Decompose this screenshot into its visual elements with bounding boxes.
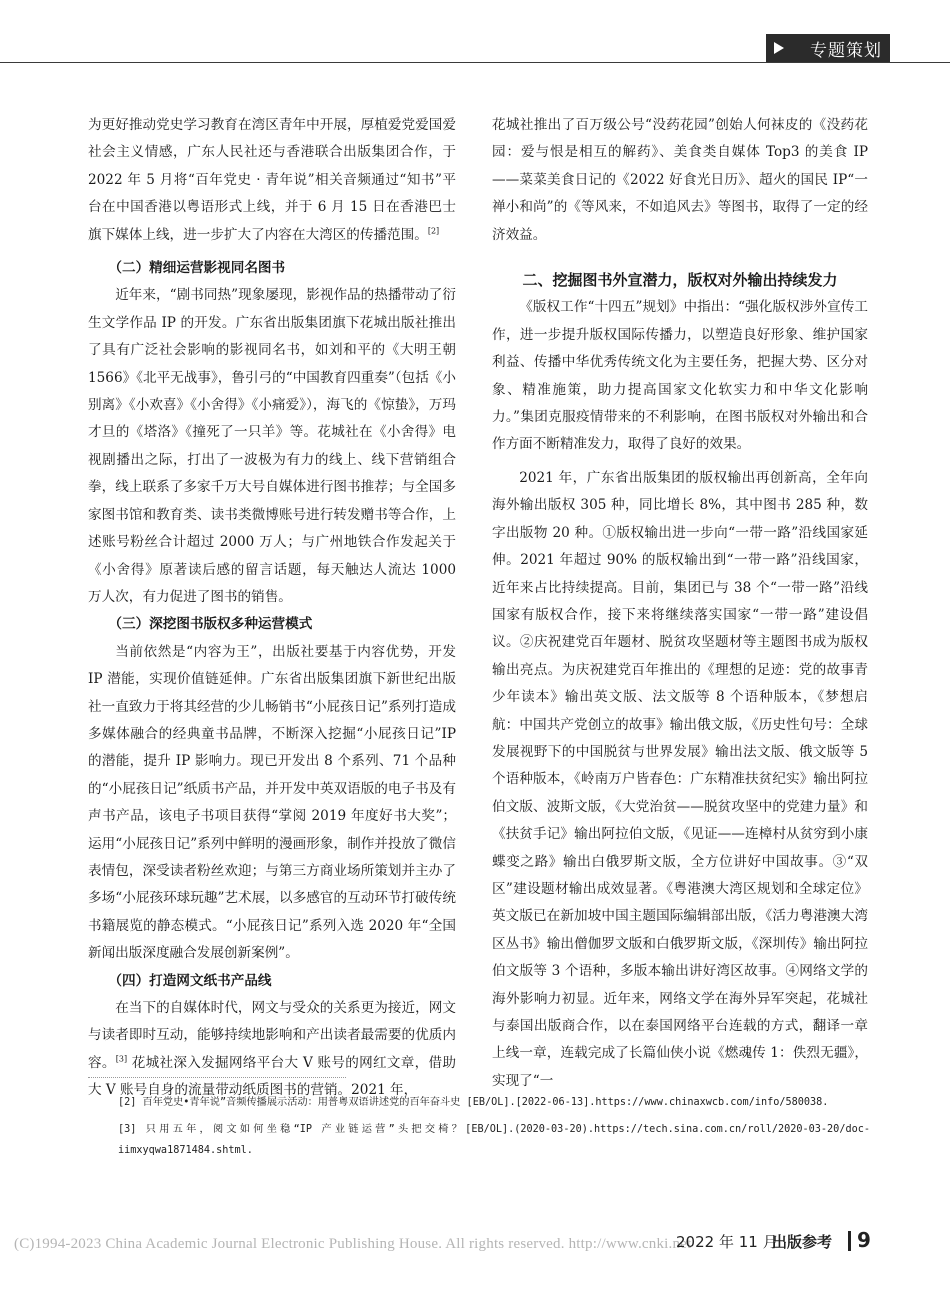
footer-separator	[848, 1231, 851, 1251]
section-heading: 二、挖掘图书外宣潜力，版权对外输出持续发力	[522, 271, 838, 290]
footnote: [2] 百年党史•青年说”音频传播展示活动：用普粤双语讲述党的百年奋斗史 [EB/OL].[2022-06-13].https://www.chinaxwcb.com/info/580038.	[118, 1097, 829, 1108]
footnote-ref: [3]	[115, 1054, 128, 1064]
left-column	[88, 112, 456, 1105]
subsection-heading: （四）打造网文纸书产品线	[108, 972, 272, 989]
footnote-divider	[88, 1077, 346, 1078]
footnote: [3] 只用五年，阅文如何坐稳“IP 产业链运营”头把交椅？[EB/OL].(2020-03-20).https://tech.sina.com.cn/roll/2020-03-20/doc-iimxyqwa1871484.shtml.	[118, 1124, 870, 1156]
copyright-watermark: (C)1994-2023 China Academic Journal Electronic Publishing House. All rights reserved. http://www.cnki.net	[14, 1236, 692, 1252]
paragraph: 2021 年，广东省出版集团的版权输出再创新高，全年向海外输出版权 305 种，同比增长 8%，其中图书 285 种，数字出版物 20 种。①版权输出进一步向“一带一路”沿线国家延伸。2021 年超过 90% 的版权输出到“一带一路”沿线国家，近年来占比持续提高。目前，集团已与 38 个“一带一路”沿线国家有版权合作，接下来将继续落实国家“一带一路”建设倡议。②庆祝建党百年题材、脱贫攻坚题材等主题图书成为版权输出亮点。为庆祝建党百年推出的《理想的足迹：党的故事青少年读本》输出英文版、法文版等 8 个语种版本，《梦想启航：中国共产党创立的故事》输出俄文版，《历史性句号：全球发展视野下的中国脱贫与世界发展》输出法文版、俄文版等 5 个语种版本，《岭南万户皆春色：广东精准扶贫纪实》输出阿拉伯文版、波斯文版，《大党治贫——脱贫攻坚中的党建力量》和《扶贫手记》输出阿拉伯文版，《见证——连樟村从贫穷到小康蝶变之路》输出白俄罗斯文版，全方位讲好中国故事。③“双区”建设题材输出成效显著。《粤港澳大湾区规划和全球定位》英文版已在新加坡中国主题国际编辑部出版，《活力粤港澳大湾区丛书》输出僧伽罗文版和白俄罗斯文版，《深圳传》输出阿拉伯文版等 3 个语种，多版本输出讲好湾区故事。④网络文学的海外影响力初显。近年来，网络文学在海外异军突起，花城社与泰国出版商合作，以在泰国网络平台连载的方式，翻译一章上线一章，连载完成了长篇仙侠小说《燃魂传 1：佚烈无疆》，实现了“一	[492, 469, 868, 1089]
magazine-name: 出版参考	[772, 1233, 833, 1251]
issue-date: 2022 年 11 月	[676, 1233, 778, 1251]
section-tag-label: 专题策划	[810, 40, 882, 61]
subsection-heading: （三）深挖图书版权多种运营模式	[108, 616, 313, 633]
footnote-ref: [2]	[427, 226, 440, 236]
paragraph-text: 花城社深入发掘网络平台大 V 账号的网红文章，借助大 V 账号自身的流量带动纸质图书的营销。2021 年，	[88, 1054, 457, 1099]
paragraph	[88, 995, 456, 1105]
paragraph-text: 为更好推动党史学习教育在湾区青年中开展，厚植爱党爱国爱社会主义情感，广东人民社还与香港联合出版集团合作，于 2022 年 5 月将“百年党史 · 青年说”相关音频通过“知书”平台在中国香港以粤语形式上线，并于 6 月 15 日在香港巴士旗下媒体上线，进一步扩大了内容在大湾区的传播范围。	[88, 117, 456, 243]
paragraph-text: 在当下的自媒体时代，网文与受众的关系更为接近，网文与读者即时互动，能够持续地影响和产出读者最需要的优质内容。	[88, 1000, 456, 1071]
paragraph: 当前依然是“内容为王”，出版社要基于内容优势，开发 IP 潜能，实现价值链延伸。广东省出版集团旗下新世纪出版社一直致力于将其经营的少儿畅销书“小屁孩日记”系列打造成多媒体融合的经典童书品牌，不断深入挖掘“小屁孩日记”IP 的潜能，提升 IP 影响力。现已开发出 8 个系列、71 个品种的“小屁孩日记”纸质书产品，并开发中英双语版的电子书及有声书产品，该电子书项目获得“掌阅 2019 年度好书大奖”；运用“小屁孩日记”系列中鲜明的漫画形象，制作并投放了微信表情包，深受读者粉丝欢迎；与第三方商业场所策划并主办了多场“小屁孩环球玩趣”艺术展，以多感官的互动环节打破传统书籍展览的静态模式。“小屁孩日记”系列入选 2020 年“全国新闻出版深度融合发展创新案例”。	[88, 643, 456, 962]
footnotes	[118, 1092, 870, 1167]
paragraph	[88, 112, 456, 249]
page-number: 9	[857, 1228, 871, 1252]
subsection-heading: （二）精细运营影视同名图书	[108, 260, 286, 277]
right-column	[492, 112, 868, 1095]
paragraph: 花城社推出了百万级公号“没药花园”创始人何袜皮的《没药花园：爱与恨是相互的解药》、美食类自媒体 Top3 的美食 IP——菜菜美食日记的《2022 好食光日历》、超火的国民 IP“一禅小和尚”的《等风来，不如追风去》等图书，取得了一定的经济效益。	[492, 117, 868, 243]
paragraph: 近年来，“剧书同热”现象屡现，影视作品的热播带动了衍生文学作品 IP 的开发。广东省出版集团旗下花城出版社推出了具有广泛社会影响的影视同名书，如刘和平的《大明王朝 1566》《北平无战事》，鲁引弓的“中国教育四重奏”（包括《小别离》《小欢喜》《小舍得》《小痛爱》），海飞的《惊蛰》，万玛才旦的《塔洛》《撞死了一只羊》等。花城社在《小舍得》电视剧播出之际，打出了一波极为有力的线上、线下营销组合拳，线上联系了多家千万大号自媒体进行图书推荐；与全国多家图书馆和教育类、读书类微博账号进行转发赠书等合作，上述账号粉丝合计超过 2000 万人；与广州地铁合作发起关于《小舍得》原著读后感的留言话题，每天触达人流达 1000 万人次，有力促进了图书的销售。	[88, 287, 456, 605]
arrow-right-icon	[772, 41, 786, 55]
header-rule	[0, 62, 950, 63]
section-tag	[766, 34, 890, 62]
paragraph: 《版权工作“十四五”规划》中指出：“强化版权涉外宣传工作，进一步提升版权国际传播力，以塑造良好形象、维护国家利益、传播中华优秀传统文化为主要任务，把握大势、区分对象、精准施策，助力提高国家文化软实力和中华文化影响力。”集团克服疫情带来的不利影响，在图书版权对外输出和合作方面不断精准发力，取得了良好的效果。	[492, 299, 868, 453]
